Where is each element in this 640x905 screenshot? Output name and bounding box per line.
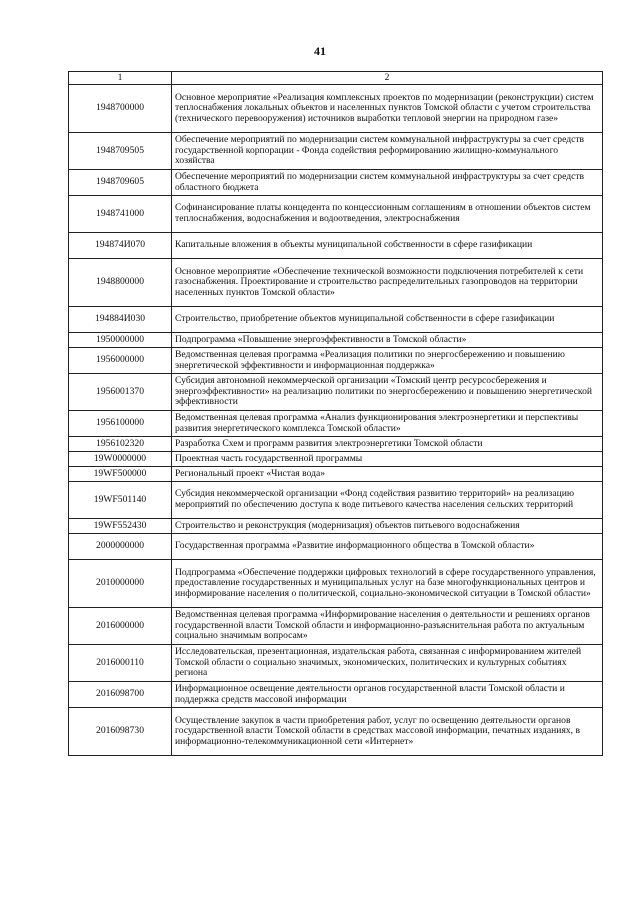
table-row [69, 645, 603, 682]
row-code: 1948709605 [69, 170, 172, 196]
row-description: Ведомственная целевая программа «Реализация политики по энергосбережению и повышению энергетической эффективности и информационная поддержка» [172, 348, 603, 374]
row-code: 1948700000 [69, 85, 172, 133]
row-code: 194874И070 [69, 233, 172, 259]
row-description: Ведомственная целевая программа «Информирование населения о деятельности и решениях органов государственной власти Томской области и информационно-разъяснительная работа по актуальным социально значимым вопросам» [172, 608, 603, 645]
table-row [69, 708, 603, 756]
table-row [69, 196, 603, 233]
row-code: 2016000110 [69, 645, 172, 682]
row-code: 1948800000 [69, 259, 172, 307]
table-row [69, 411, 603, 437]
row-code: 2010000000 [69, 560, 172, 608]
row-description: Разработка Схем и программ развития электроэнергетики Томской области [172, 437, 603, 452]
table-row [69, 85, 603, 133]
row-code: 1948709505 [69, 133, 172, 170]
table-row [69, 519, 603, 534]
row-description: Основное мероприятие «Обеспечение технической возможности подключения потребителей к сети газоснабжения. Проектирование и строительство распределительных газопроводов на территории населенных пунктов Томской области» [172, 259, 603, 307]
table-row [69, 307, 603, 333]
row-code: 19WF500000 [69, 467, 172, 482]
row-code: 2016000000 [69, 608, 172, 645]
row-code: 2016098730 [69, 708, 172, 756]
row-code: 19WF552430 [69, 519, 172, 534]
table-row [69, 170, 603, 196]
table-row [69, 682, 603, 708]
column-header-code: 1 [69, 72, 172, 85]
row-code: 1956000000 [69, 348, 172, 374]
row-code: 1950000000 [69, 333, 172, 348]
table-row [69, 374, 603, 411]
row-description: Субсидия некоммерческой организации «Фонд содействия развитию территорий» на реализацию мероприятий по обеспечению доступа к воде питьевого качества населения сельских территорий [172, 482, 603, 519]
row-code: 194884И030 [69, 307, 172, 333]
row-code: 1956001370 [69, 374, 172, 411]
row-description: Подпрограмма «Повышение энергоэффективности в Томской области» [172, 333, 603, 348]
row-description: Обеспечение мероприятий по модернизации систем коммунальной инфраструктуры за счет средств областного бюджета [172, 170, 603, 196]
page-number: 41 [314, 44, 326, 58]
row-description: Строительство, приобретение объектов муниципальной собственности в сфере газификации [172, 307, 603, 333]
row-description: Ведомственная целевая программа «Анализ функционирования электроэнергетики и перспективы развития энергетического комплекса Томской области» [172, 411, 603, 437]
table-row [69, 467, 603, 482]
row-description: Обеспечение мероприятий по модернизации систем коммунальной инфраструктуры за счет средств государственной корпорации - Фонда содействия реформированию жилищно-коммунального хозяйства [172, 133, 603, 170]
table-row [69, 534, 603, 560]
budget-code-table [68, 71, 603, 756]
row-description: Проектная часть государственной программы [172, 452, 603, 467]
row-description: Государственная программа «Развитие информационного общества в Томской области» [172, 534, 603, 560]
row-description: Осуществление закупок в части приобретения работ, услуг по освещению деятельности органов государственной власти Томской области в средствах массовой информации, печатных изданиях, в информационно-телекоммуникационной сети «Интернет» [172, 708, 603, 756]
row-description: Региональный проект «Чистая вода» [172, 467, 603, 482]
table-row [69, 560, 603, 608]
row-description: Подпрограмма «Обеспечение поддержки цифровых технологий в сфере государственного управления, предоставление государственных и муниципальных услуг на базе многофункциональных центров и информирование населения о политической, социально-экономической ситуации в Томской области» [172, 560, 603, 608]
table-row [69, 233, 603, 259]
row-code: 2000000000 [69, 534, 172, 560]
table-header-row [69, 72, 603, 85]
row-code: 1956102320 [69, 437, 172, 452]
table-row [69, 259, 603, 307]
row-description: Субсидия автономной некоммерческой организации «Томский центр ресурсосбережения и энергоэффективности» на реализацию политики по энергосбережению и повышению энергетической эффективности [172, 374, 603, 411]
table-row [69, 437, 603, 452]
table-row [69, 482, 603, 519]
row-description: Строительство и реконструкция (модернизация) объектов питьевого водоснабжения [172, 519, 603, 534]
row-description: Капитальные вложения в объекты муниципальной собственности в сфере газификации [172, 233, 603, 259]
column-header-description: 2 [172, 72, 603, 85]
row-description: Основное мероприятие «Реализация комплексных проектов по модернизации (реконструкции) систем теплоснабжения локальных объектов и населенных пунктов Томской области с учетом строительства (технического перевооружения) источников выработки тепловой энергии на природном газе» [172, 85, 603, 133]
table-row [69, 608, 603, 645]
row-code: 1948741000 [69, 196, 172, 233]
table-row [69, 333, 603, 348]
row-description: Исследовательская, презентационная, издательская работа, связанная с информированием жителей Томской области о социально значимых, экономических, политических и культурных событиях региона [172, 645, 603, 682]
table-row [69, 452, 603, 467]
row-description: Информационное освещение деятельности органов государственной власти Томской области и поддержка средств массовой информации [172, 682, 603, 708]
row-description: Софинансирование платы концедента по концессионным соглашениям в отношении объектов систем теплоснабжения, водоснабжения и водоотведения, электроснабжения [172, 196, 603, 233]
row-code: 2016098700 [69, 682, 172, 708]
row-code: 19W0000000 [69, 452, 172, 467]
table-row [69, 348, 603, 374]
table-row [69, 133, 603, 170]
row-code: 1956100000 [69, 411, 172, 437]
row-code: 19WF501140 [69, 482, 172, 519]
